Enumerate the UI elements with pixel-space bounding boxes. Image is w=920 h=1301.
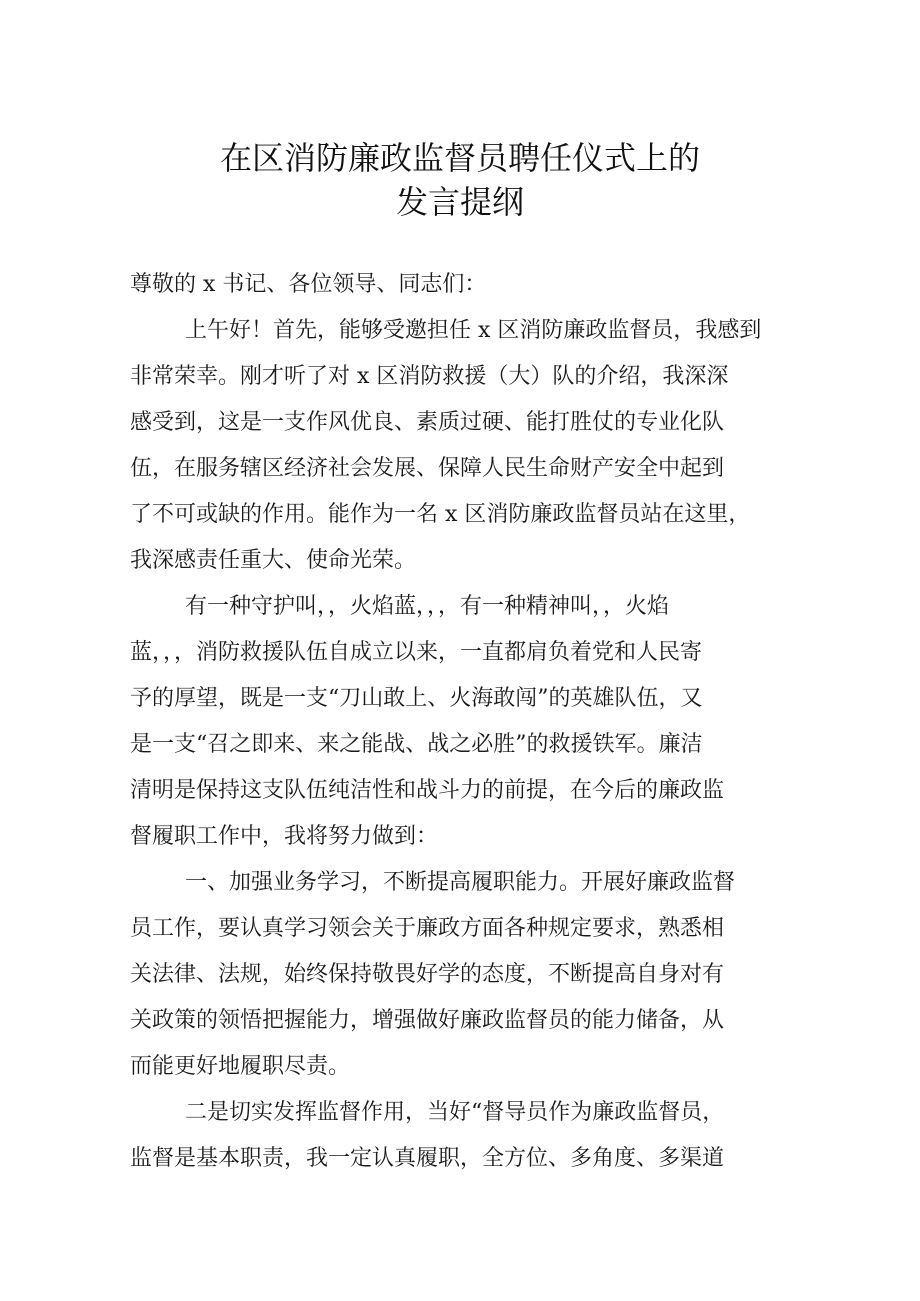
paragraph-2-line-5: 清明是保持这支队伍纯洁性和战斗力的前提，在今后的廉政监 — [130, 778, 725, 803]
paragraph-1-line-6: 我深感责任重大、使命光荣。 — [130, 548, 417, 573]
paragraph-3-line-5: 而能更好地履职尽责。 — [130, 1054, 351, 1079]
paragraph-3-line-4: 关政策的领悟把握能力，增强做好廉政监督员的能力储备，从 — [130, 1008, 725, 1033]
paragraph-1-line-2: 非常荣幸。刚才听了对 x 区消防救援（大）队的介绍，我深深 — [130, 364, 729, 389]
salutation: 尊敬的 x 书记、各位领导、同志们： — [130, 272, 487, 297]
paragraph-3-line-1: 一、加强业务学习，不断提高履职能力。开展好廉政监督 — [185, 870, 736, 895]
paragraph-2-line-4: 是一支“召之即来、来之能战、战之必胜”的救援铁军。廉洁 — [130, 732, 703, 757]
paragraph-2-line-6: 督履职工作中，我将努力做到： — [130, 824, 439, 849]
paragraph-2-line-3: 予的厚望，既是一支“刀山敢上、火海敢闯”的英雄队伍，又 — [130, 686, 703, 711]
paragraph-3-line-2: 员工作，要认真学习领会关于廉政方面各种规定要求，熟悉相 — [130, 916, 725, 941]
document-title-line-1: 在区消防廉政监督员聘任仪式上的 — [219, 139, 700, 177]
paragraph-3-line-3: 关法律、法规，始终保持敬畏好学的态度，不断提高自身对有 — [130, 962, 725, 987]
document-title-line-2: 发言提纲 — [395, 183, 524, 221]
paragraph-2-line-1: 有一种守护叫，，火焰蓝，，，有一种精神叫，，火焰 — [185, 594, 670, 619]
paragraph-1-line-4: 伍，在服务辖区经济社会发展、保障人民生命财产安全中起到 — [130, 456, 725, 481]
paragraph-4-line-2: 监督是基本职责，我一定认真履职，全方位、多角度、多渠道 — [130, 1146, 725, 1171]
paragraph-4-line-1: 二是切实发挥监督作用，当好“督导员作为廉政监督员， — [185, 1100, 725, 1125]
paragraph-1-line-1: 上午好！首先，能够受邀担任 x 区消防廉政监督员，我感到 — [185, 318, 762, 343]
paragraph-1-line-5: 了不可或缺的作用。能作为一名 x 区消防廉政监督员站在这里， — [130, 502, 751, 527]
paragraph-1-line-3: 感受到，这是一支作风优良、素质过硬、能打胜仗的专业化队 — [130, 410, 725, 435]
paragraph-2-line-2: 蓝，，，消防救援队伍自成立以来，一直都肩负着党和人民寄 — [130, 640, 703, 665]
